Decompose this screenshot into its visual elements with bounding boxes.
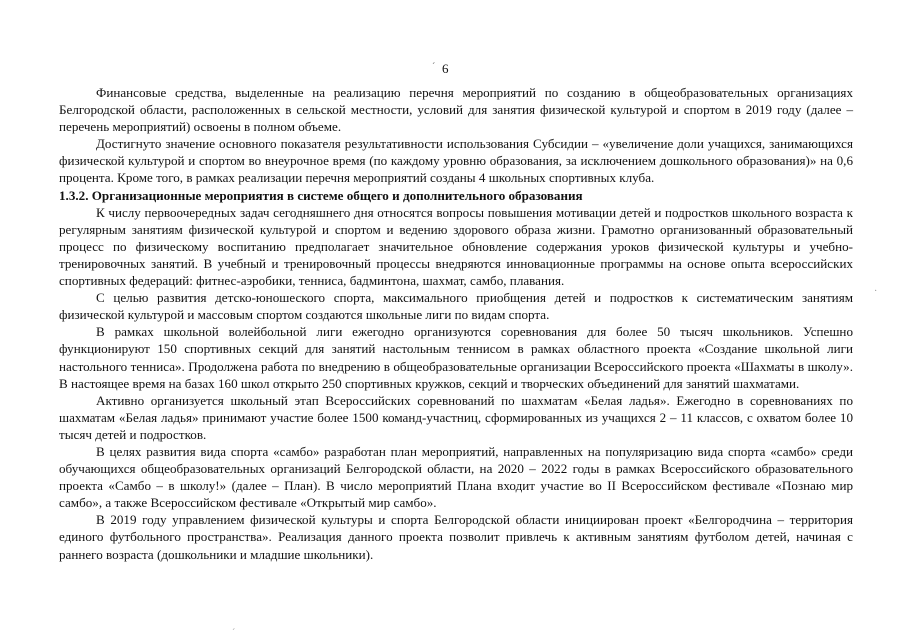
section-heading: 1.3.2. Организационные мероприятия в системе общего и дополнительного образования <box>59 187 583 203</box>
scan-speck: ˊ <box>232 628 236 639</box>
paragraph: В рамках школьной волейбольной лиги ежегодно организуются соревнования для более 50 тысяч школьников. Успешно функционируют 150 спортивных секций для занятий настольным теннисом в рамках областного проекта «Создание школьной лиги настольного тенниса». Продолжена работа по внедрению в общеобразовательные организации Всероссийского проекта «Шахматы в школу». В настоящее время на базах 160 школ открыто 250 спортивных кружков, секций и творческих объединений для занятий шахматами. <box>59 324 853 391</box>
paragraph: К числу первоочередных задач сегодняшнего дня относятся вопросы повышения мотивации детей и подростков школьного возраста к регулярным занятиям физической культурой и спортом и ведению здорового образа жизни. Грамотно организованный образовательный процесс по физическому воспитанию предполагает значительное обновление содержания уроков физической культуры и учебно-тренировочных занятий. В учебный и тренировочный процессы внедряются инновационные программы на основе опыта всероссийских спортивных федераций: фитнес-аэробики, тенниса, бадминтона, шахмат, самбо, плавания. <box>59 204 853 289</box>
paragraph: С целью развития детско-юношеского спорта, максимального приобщения детей и подростков к систематическим занятиям физической культурой и массовым спортом создаются школьные лиги по видам спорта. <box>59 290 853 323</box>
scan-speck: · <box>874 286 878 297</box>
paragraph: В 2019 году управлением физической культуры и спорта Белгородской области инициирован проект «Белгородчина – территория единого футбольного пространства». Реализация данного проекта позволит привлечь к активным занятиям футболом детей, начиная с раннего возраста (дошкольники и младшие школьники). <box>59 512 853 562</box>
page-number: 6 <box>442 61 449 76</box>
paragraph: Финансовые средства, выделенные на реализацию перечня мероприятий по созданию в общеобразовательных организациях Белгородской области, расположенных в сельской местности, условий для занятия физической культурой и спортом в 2019 году (далее – перечень мероприятий) освоены в полном объеме. <box>59 85 853 135</box>
scan-mark: ˊ <box>432 62 436 73</box>
paragraph: Активно организуется школьный этап Всероссийских соревнований по шахматам «Белая ладья». Ежегодно в соревнованиях по шахматам «Белая ладья» принимают участие более 1500 команд-участниц, сформированных из учащихся 2 – 11 классов, с охватом более 10 тысяч детей и подростков. <box>59 392 853 442</box>
paragraph: В целях развития вида спорта «самбо» разработан план мероприятий, направленных на популяризацию вида спорта «самбо» среди обучающихся общеобразовательных организаций Белгородской области, на 2020 – 2022 годы в рамках Всероссийского образовательного проекта «Самбо – в школу!» (далее – План). В число мероприятий Плана входит участие во II Всероссийском фестивале «Познаю мир самбо», а также Всероссийском фестивале «Открытый мир самбо». <box>59 443 853 511</box>
paragraph: Достигнуто значение основного показателя результативности использования Субсидии – «увеличение доли учащихся, занимающихся физической культурой и спортом во внеурочное время (по каждому уровню образования, за исключением дошкольного образования)» на 0,6 процента. Кроме того, в рамках реализации перечня мероприятий созданы 4 школьных спортивных клуба. <box>59 136 853 186</box>
document-body <box>59 84 853 563</box>
